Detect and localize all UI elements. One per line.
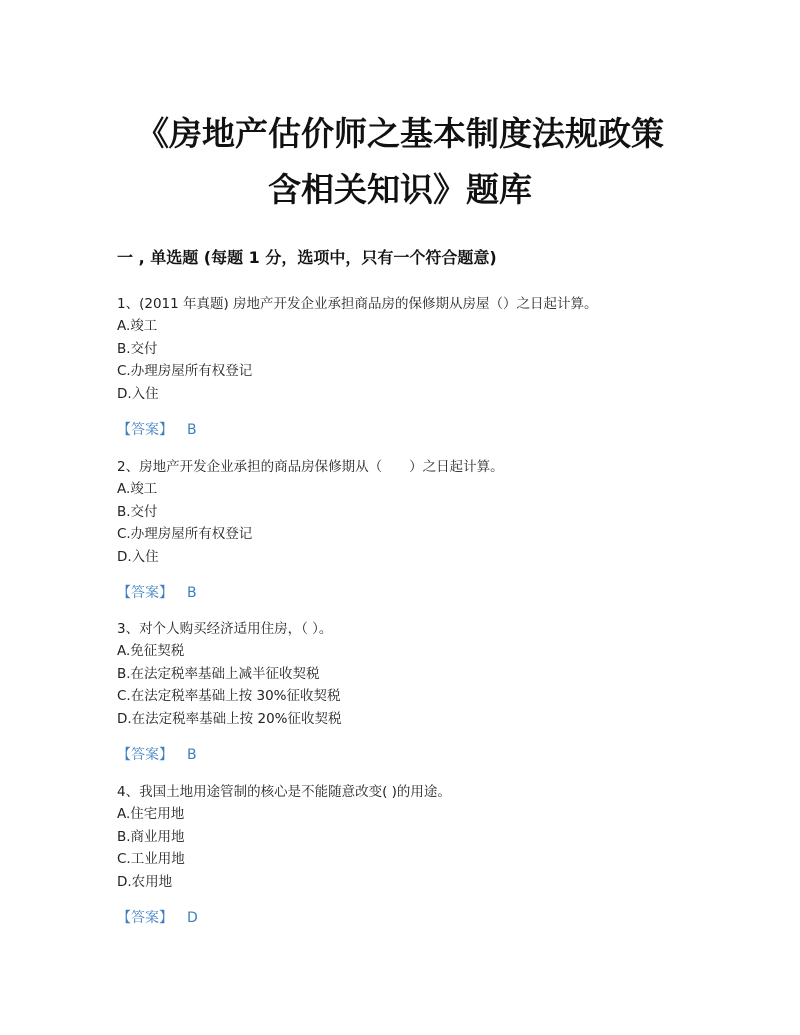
option-a: A.竣工 xyxy=(117,481,158,498)
section-heading: 一 , 单选题 (每题 1 分，选项中，只有一个符合题意) xyxy=(117,248,497,267)
answer-label: 【答案】 xyxy=(117,585,173,602)
option-b: B.在法定税率基础上减半征收契税 xyxy=(117,665,320,682)
option-b: B.交付 xyxy=(117,503,158,520)
document-title-line-2: 含相关知识》题库 xyxy=(268,170,532,209)
answer-row xyxy=(117,744,677,766)
question-1 xyxy=(117,293,677,441)
option-a: A.竣工 xyxy=(117,318,158,335)
option-c: C.工业用地 xyxy=(117,851,185,868)
answer-label: 【答案】 xyxy=(117,747,173,764)
question-4 xyxy=(117,781,677,929)
option-b: B.交付 xyxy=(117,340,158,357)
option-b: B.商业用地 xyxy=(117,828,185,845)
answer-value: B xyxy=(187,747,197,764)
answer-row xyxy=(117,907,677,929)
question-stem: 3、对个人购买经济适用住房，（ ）。 xyxy=(117,621,333,637)
question-2 xyxy=(117,456,677,604)
option-d: D.入住 xyxy=(117,385,159,402)
answer-label: 【答案】 xyxy=(117,422,173,439)
option-a: A.住宅用地 xyxy=(117,806,185,823)
option-c: C.在法定税率基础上按 30%征收契税 xyxy=(117,688,341,705)
answer-value: B xyxy=(187,585,197,602)
answer-row xyxy=(117,582,677,604)
question-stem: 2、房地产开发企业承担的商品房保修期从（ ）之日起计算。 xyxy=(117,459,504,475)
question-stem: 4、我国土地用途管制的核心是不能随意改变( )的用途。 xyxy=(117,784,451,800)
option-c: C.办理房屋所有权登记 xyxy=(117,363,253,380)
answer-label: 【答案】 xyxy=(117,910,173,927)
document-title-line-1: 《房地产估价师之基本制度法规政策 xyxy=(136,114,664,153)
option-c: C.办理房屋所有权登记 xyxy=(117,526,253,543)
option-d: D.入住 xyxy=(117,548,159,565)
option-d: D.在法定税率基础上按 20%征收契税 xyxy=(117,710,342,727)
answer-value: B xyxy=(187,422,197,439)
answer-value: D xyxy=(187,910,198,927)
question-stem: 1、(2011 年真题) 房地产开发企业承担商品房的保修期从房屋（）之日起计算。 xyxy=(117,296,598,312)
question-3 xyxy=(117,618,677,766)
document-title xyxy=(0,106,800,218)
option-a: A.免征契税 xyxy=(117,643,185,660)
answer-row xyxy=(117,419,677,441)
option-d: D.农用地 xyxy=(117,873,173,890)
